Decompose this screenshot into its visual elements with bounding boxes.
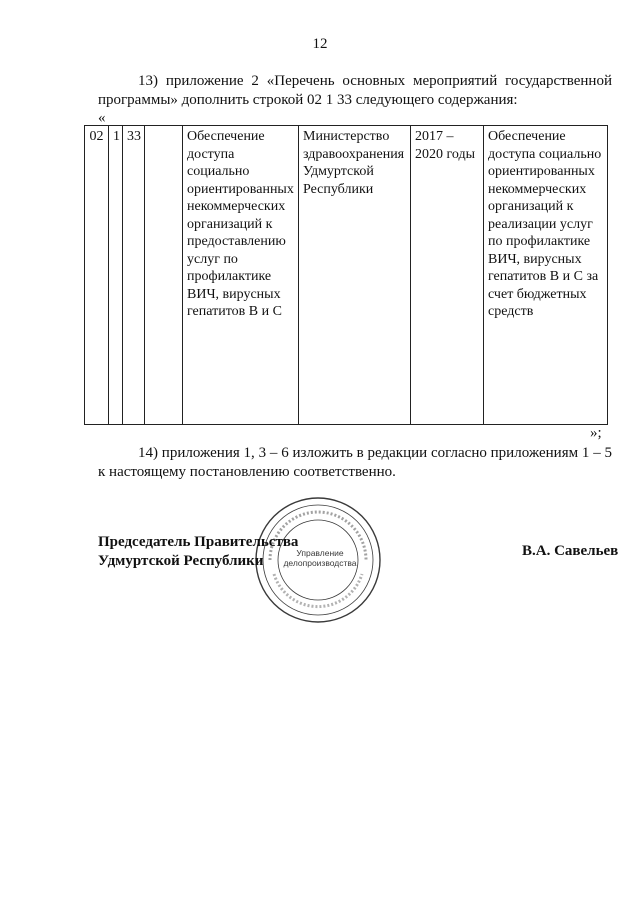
code-cell-4: [145, 126, 183, 425]
result-cell: Обеспечение доступа социально ориентированных некоммерческих организаций к реализации услуг по профилактике ВИЧ, вирусных гепатитов В и С за счет бюджетных средств: [484, 126, 608, 425]
signer-title-line-2: Удмуртской Республики: [98, 553, 264, 569]
code-cell-1: 02: [85, 126, 109, 425]
stamp-text-line-1: Управление: [296, 548, 344, 558]
paragraph-13: [98, 72, 612, 110]
signer-name: В.А. Савельев: [522, 543, 619, 559]
closing-quote: »;: [590, 425, 602, 441]
executor-cell: Министерство здравоохранения Удмуртской Республики: [299, 126, 411, 425]
paragraph-14: [98, 444, 612, 482]
signer-title-line-1: Председатель Правительства: [98, 534, 299, 550]
table-row: [85, 126, 608, 425]
program-activities-table: [84, 125, 608, 425]
paragraph-14-text: 14) приложения 1, 3 – 6 изложить в редакции согласно приложениям 1 – 5 к настоящему постановлению соответственно.: [98, 445, 612, 480]
opening-quote: «: [98, 110, 106, 126]
page-number: 12: [312, 36, 328, 52]
code-cell-2: 1: [109, 126, 123, 425]
activity-cell: Обеспечение доступа социально ориентированных некоммерческих организаций к предоставлению услуг по профилактике ВИЧ, вирусных гепатитов В и С: [183, 126, 299, 425]
stamp-text-line-2: делопроизводства: [283, 558, 357, 568]
period-cell: 2017 – 2020 годы: [411, 126, 484, 425]
stamp-ring-lettering-bottom: [274, 574, 362, 607]
signer-title: [98, 533, 298, 571]
code-cell-3: 33: [123, 126, 145, 425]
paragraph-13-text: 13) приложение 2 «Перечень основных мероприятий государственной программы» дополнить строкой 02 1 33 следующего содержания:: [98, 73, 612, 108]
